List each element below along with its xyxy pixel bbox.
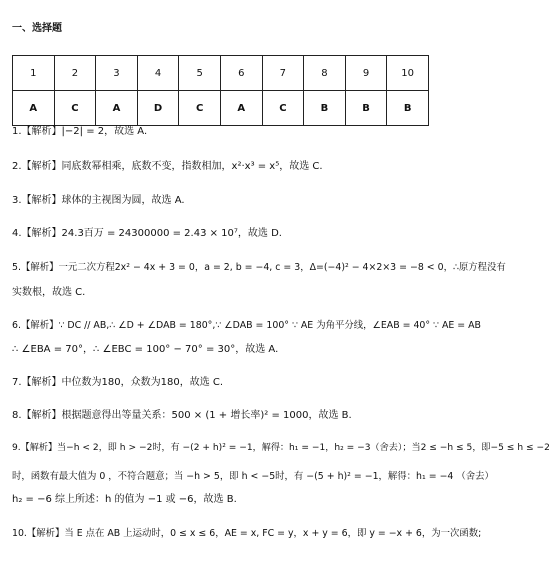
- answer-cell: A: [96, 91, 138, 126]
- question-number-cell: 6: [220, 56, 262, 91]
- answer-cell: A: [13, 91, 55, 126]
- answer-cell: B: [304, 91, 346, 126]
- answer-cell: D: [137, 91, 179, 126]
- explanation-5-line-1: 5.【解析】一元二次方程2x² − 4x + 3 = 0，a = 2, b = −4, c = 3，Δ=(−4)² − 4×2×3 = −8 < 0，∴原方程没有: [12, 262, 506, 273]
- answer-table: [12, 55, 429, 126]
- answer-cell: C: [262, 91, 304, 126]
- explanation-9-line-1: 9.【解析】当−h < 2，即 h > −2时，有 −(2 + h)² = −1，解得：h₁ = −1，h₂ = −3（舍去）；当2 ≤ −h ≤ 5，即−5 ≤ h ≤ −2: [12, 443, 550, 453]
- explanation-7: 7.【解析】中位数为180，众数为180，故选 C.: [12, 377, 224, 388]
- question-number-cell: 10: [387, 56, 429, 91]
- question-number-cell: 9: [345, 56, 387, 91]
- explanation-3: 3.【解析】球体的主视图为圆，故选 A.: [12, 195, 185, 206]
- answer-cell: B: [345, 91, 387, 126]
- explanation-2: 2.【解析】同底数幂相乘，底数不变，指数相加，x²·x³ = x⁵，故选 C.: [12, 161, 323, 172]
- section-title: 一、选择题: [12, 23, 62, 34]
- question-number-cell: 1: [13, 56, 55, 91]
- answer-cell: C: [54, 91, 96, 126]
- explanation-5-line-2: 实数根，故选 C.: [12, 287, 86, 298]
- explanation-6-line-2: ∴ ∠EBA = 70°，∴ ∠EBC = 100° − 70° = 30°，故选 A.: [12, 344, 279, 355]
- explanation-9-line-2: 时，函数有最大值为 0 ，不符合题意；当 −h > 5，即 h < −5时，有 −(5 + h)² = −1，解得：h₁ = −4 （舍去）: [12, 471, 494, 482]
- explanation-1: 1.【解析】|−2| = 2，故选 A.: [12, 126, 148, 137]
- explanation-6-line-1: 6.【解析】∵ DC // AB,∴ ∠D + ∠DAB = 180°,∵ ∠DAB = 100° ∵ AE 为角平分线，∠EAB = 40° ∵ AE = AB: [12, 320, 481, 331]
- explanation-4: 4.【解析】24.3百万 = 24300000 = 2.43 × 10⁷，故选 D.: [12, 228, 282, 239]
- question-number-cell: 4: [137, 56, 179, 91]
- explanation-10: 10.【解析】当 E 点在 AB 上运动时，0 ≤ x ≤ 6，AE = x, FC = y，x + y = 6，即 y = −x + 6，为一次函数;: [12, 528, 482, 539]
- question-number-cell: 5: [179, 56, 221, 91]
- question-number-cell: 2: [54, 56, 96, 91]
- question-number-row: [13, 56, 429, 91]
- explanation-9-line-3: h₂ = −6 综上所述：h 的值为 −1 或 −6，故选 B.: [12, 494, 237, 505]
- question-number-cell: 8: [304, 56, 346, 91]
- answer-cell: B: [387, 91, 429, 126]
- question-number-cell: 3: [96, 56, 138, 91]
- answer-cell: C: [179, 91, 221, 126]
- answer-row: [13, 91, 429, 126]
- question-number-cell: 7: [262, 56, 304, 91]
- explanation-8: 8.【解析】根据题意得出等量关系：500 × (1 + 增长率)² = 1000，故选 B.: [12, 410, 352, 421]
- answer-cell: A: [220, 91, 262, 126]
